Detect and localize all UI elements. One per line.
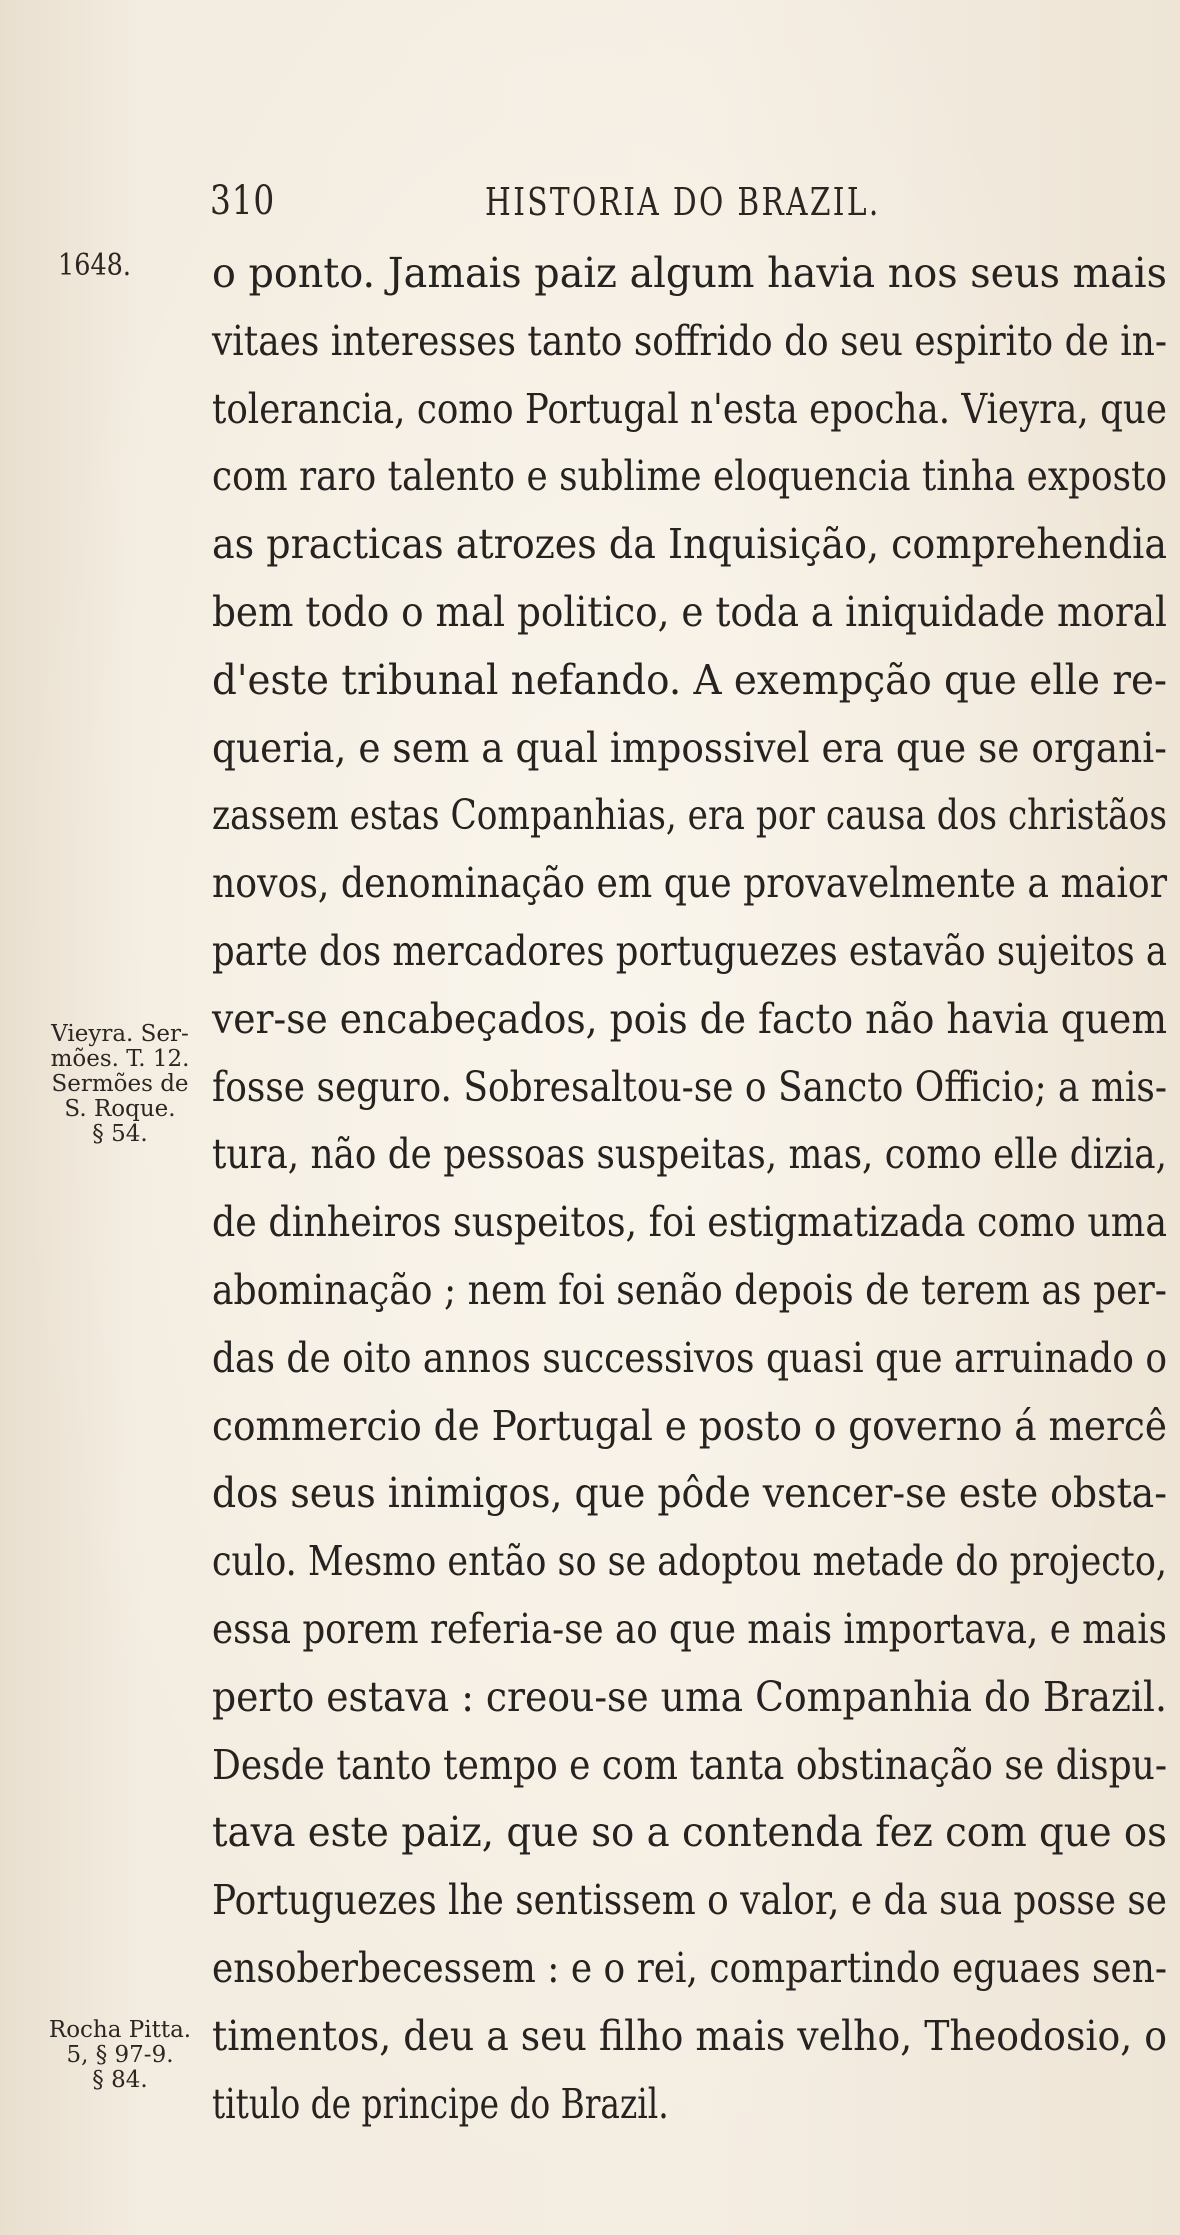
text-line: abominação ; nem foi senão depois de terem as per-: [212, 1265, 1167, 1314]
text-line: ensoberbecessem : e o rei, compartindo eguaes sen-: [212, 1943, 1168, 1992]
page-header: [210, 178, 1160, 238]
text-line: queria, e sem a qual impossivel era que se organi-: [212, 723, 1167, 772]
text-line: das de oito annos successivos quasi que arruinado o: [212, 1333, 1168, 1382]
text-line: titulo de principe do Brazil.: [212, 2079, 669, 2128]
text-line: o ponto. Jamais paiz algum havia nos seus mais: [212, 249, 1167, 297]
text-line: tura, não de pessoas suspeitas, mas, como elle dizia,: [212, 1130, 1167, 1179]
text-line: as practicas atrozes da Inquisição, comprehendia: [212, 520, 1168, 569]
text-line: perto estava : creou-se uma Companhia do Brazil.: [212, 1672, 1167, 1721]
text-line: zassem estas Companhias, era por causa dos christãos: [212, 791, 1167, 840]
text-line: essa porem referia-se ao que mais importava, e mais: [212, 1604, 1167, 1653]
text-line: commercio de Portugal e posto o governo á mercê: [212, 1401, 1167, 1450]
text-line: ver-se encabeçados, pois de facto não havia quem: [212, 994, 1167, 1043]
page-number: 310: [210, 178, 276, 224]
margin-note-line: 5, § 97-9.: [66, 2042, 174, 2068]
margin-note-rocha: [40, 2018, 200, 2093]
text-line: tava este paiz, que so a contenda fez com que os: [212, 1808, 1168, 1857]
margin-note-line: Rocha Pitta.: [48, 2017, 192, 2043]
margin-year: 1648.: [58, 248, 132, 283]
text-line: de dinheiros suspeitos, foi estigmatizada como uma: [212, 1198, 1168, 1247]
margin-note-line: mões. T. 12.: [50, 1046, 190, 1072]
margin-note-line: S. Roque.: [64, 1096, 176, 1122]
text-line: com raro talento e sublime eloquencia tinha exposto: [212, 452, 1167, 501]
text-line: fosse seguro. Sobresaltou-se o Sancto Officio; a mis-: [212, 1062, 1168, 1111]
text-line: novos, denominação em que provavelmente a maior: [212, 859, 1168, 908]
running-title: HISTORIA DO BRAZIL.: [485, 180, 881, 224]
text-line: dos seus inimigos, que pôde vencer-se este obsta-: [212, 1469, 1167, 1518]
text-line: vitaes interesses tanto soffrido do seu espirito de in-: [212, 316, 1168, 365]
text-line: Desde tanto tempo e com tanta obstinação se dispu-: [212, 1740, 1168, 1789]
text-line: culo. Mesmo então so se adoptou metade do projecto,: [212, 1537, 1167, 1586]
text-line: Portuguezes lhe sentissem o valor, e da sua posse se: [212, 1876, 1167, 1925]
body-text: [212, 240, 1167, 2138]
text-line: bem todo o mal politico, e toda a iniquidade moral: [212, 587, 1168, 636]
text-line: timentos, deu a seu filho mais velho, Theodosio, o: [212, 2011, 1168, 2060]
text-line: tolerancia, como Portugal n'esta epocha. Vieyra, que: [212, 384, 1167, 433]
margin-note-vieyra: [40, 1022, 200, 1147]
text-line: parte dos mercadores portuguezes estavão sujeitos a: [212, 926, 1167, 975]
margin-note-line: Vieyra. Ser-: [51, 1021, 189, 1047]
margin-note-line: § 84.: [92, 2067, 148, 2093]
margin-note-line: Sermões de: [51, 1071, 189, 1097]
margin-note-line: § 54.: [92, 1121, 148, 1147]
text-line: d'este tribunal nefando. A exempção que elle re-: [212, 655, 1168, 704]
